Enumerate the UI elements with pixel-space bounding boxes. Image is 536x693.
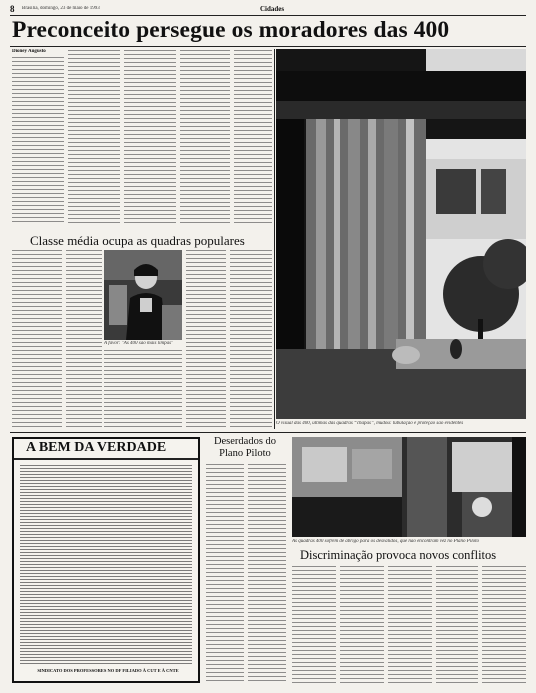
- large-photo: [276, 49, 526, 419]
- page-number: 8: [10, 4, 15, 14]
- bottom-text-col-1: [292, 566, 336, 684]
- middle-text-col-4: [186, 250, 226, 430]
- boxed-notice-body: [20, 465, 192, 665]
- bottom-text-col-2: [340, 566, 384, 684]
- kitchen-photo: [292, 437, 526, 537]
- main-headline: Preconceito persegue os moradores das 400: [12, 17, 450, 43]
- boxed-notice-signature: SINDICATO DOS PROFESSORES NO DF FILIADO À CUT E À CNTE: [37, 668, 179, 673]
- kitchen-photo-caption: As quadras 400 sofrem de abrigo para os desvalidos, que não encontram vez no Plano Piloto: [292, 539, 480, 544]
- deserdados-text-col-1: [206, 464, 244, 684]
- body-text-col-2: [68, 50, 120, 225]
- headline-rule: [10, 46, 526, 47]
- byline: Dioney Augusto: [12, 49, 46, 54]
- boxed-notice-title: A BEM DA VERDADE: [26, 440, 167, 455]
- section-divider: [10, 432, 526, 433]
- middle-text-col-1: [12, 250, 62, 430]
- masthead: [10, 4, 526, 14]
- building-photo-art: [276, 49, 526, 419]
- masthead-rule: [10, 15, 526, 16]
- boxed-notice: [12, 437, 200, 683]
- kitchen-photo-art: [292, 437, 526, 537]
- woman-photo-caption: A favor: "As 400 são mais limpas": [104, 341, 174, 346]
- body-text-col-5: [234, 50, 272, 225]
- body-text-col-1: [12, 57, 64, 225]
- middle-class-headline: Classe média ocupa as quadras populares: [30, 233, 245, 248]
- body-text-col-3: [124, 50, 176, 225]
- deserdados-headline: Deserdados do Plano Piloto: [213, 436, 277, 459]
- deserdados-text-col-2: [248, 464, 286, 684]
- discriminacao-headline: Discriminação provoca novos conflitos: [300, 548, 497, 562]
- date-line: Brasília, domingo, 23 de maio de 1993: [22, 6, 100, 11]
- woman-photo: [104, 250, 182, 340]
- body-text-col-4: [180, 50, 230, 225]
- bottom-text-col-4: [436, 566, 478, 684]
- bottom-text-col-5: [482, 566, 526, 684]
- column-divider: [274, 49, 275, 429]
- section-label: Cidades: [260, 5, 285, 13]
- middle-text-col-5: [230, 250, 272, 430]
- large-photo-caption: O visual das 400, últimas das quadras “chapas”, mudou: tubulação e proteção são evidentes: [276, 421, 464, 426]
- middle-text-col-2: [66, 250, 102, 430]
- woman-photo-art: [104, 250, 182, 340]
- middle-text-col-3: [104, 350, 182, 430]
- boxed-notice-title-rule: [14, 458, 198, 460]
- bottom-text-col-3: [388, 566, 432, 684]
